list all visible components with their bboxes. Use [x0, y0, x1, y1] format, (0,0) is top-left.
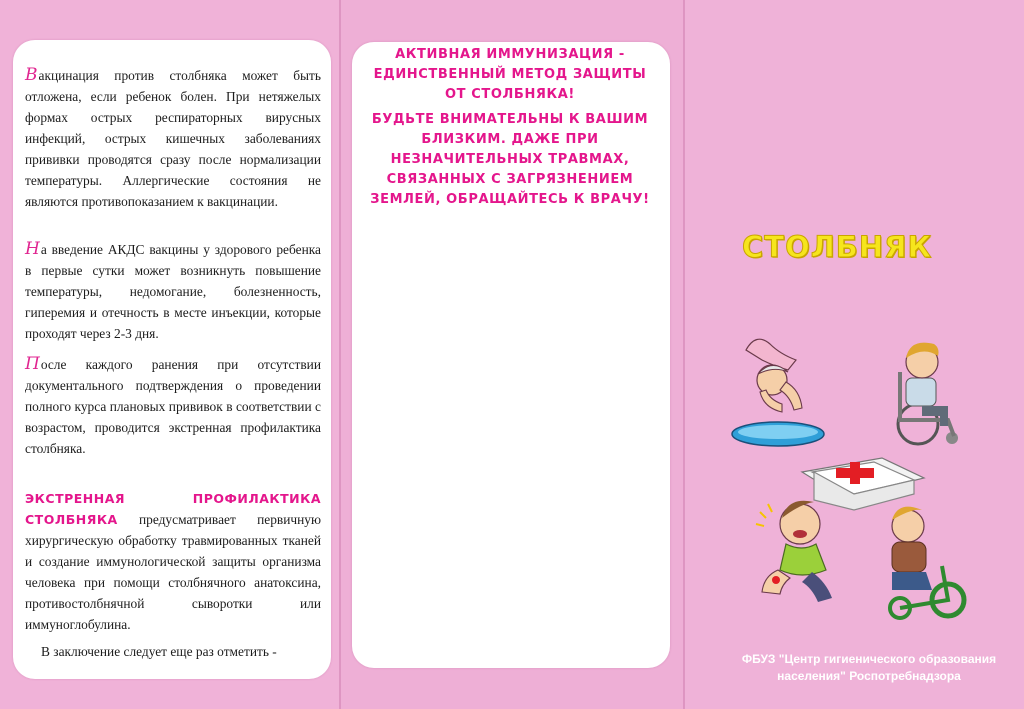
fold-line-left	[339, 0, 341, 709]
cover-title: СТОЛБНЯК	[742, 230, 933, 264]
organization-footer: ФБУЗ "Центр гигиенического образования населения" Роспотребнадзора	[741, 652, 997, 683]
emergency-heading: ЭКСТРЕННАЯ ПРОФИЛАКТИКА СТОЛБНЯКА	[25, 491, 321, 527]
drop-initial: П	[25, 354, 40, 374]
cover-illustration	[716, 322, 976, 622]
tricycle-child-icon	[890, 507, 964, 618]
paragraph-conclusion: В заключение следует еще раз отметить -	[41, 644, 277, 659]
wheelchair-child-icon	[898, 343, 958, 444]
paragraph-emergency-prophylaxis: ЭКСТРЕННАЯ ПРОФИЛАКТИКА СТОЛБНЯКА предусматривает первичную хирургическую обработку травмированных тканей и создание иммунологической защиты организма человека при помощи столбнячного анатоксина, противостолбнячной сыворотки или иммуноглобулина.	[25, 491, 321, 632]
drop-initial: Н	[25, 239, 40, 259]
warning-heading: БУДЬТЕ ВНИМАТЕЛЬНЫ К ВАШИМ БЛИЗКИМ. ДАЖЕ ПРИ НЕЗНАЧИТЕЛЬНЫХ ТРАВМАХ, СВЯЗАННЫХ С ЗАГРЯЗНЕНИЕМ ЗЕМЛЕЙ, ОБРАЩАЙТЕСЬ К ВРАЧУ!	[370, 112, 650, 207]
paragraph-after-injury: После каждого ранения при отсутствии документального подтверждения о проведении полного курса плановых прививок в соответствии с возрастом, проводится экстренная профилактика столбняка.	[25, 354, 321, 456]
paragraph-akds-reaction: На введение АКДС вакцины у здорового ребенка в первые сутки может возникнуть повышение температуры, недомогание, болезненность, гиперемия и отечность в месте инъекции, которые проходят через 2-3 дня.	[25, 239, 321, 341]
crying-injured-child-icon	[756, 501, 832, 602]
paragraph-vaccination-delay: Вакцинация против столбняка может быть отложена, если ребенок болен. При нетяжелых формах острых респираторных вирусных инфекций, острых кишечных заболеваниях прививки проводятся сразу после нормализации температуры. Аллергические состояния не являются противопоказанием к вакцинации.	[25, 65, 321, 209]
fold-line-right	[683, 0, 685, 709]
first-aid-kit-icon	[802, 458, 924, 510]
diving-child-icon	[732, 339, 824, 446]
immunization-heading: АКТИВНАЯ ИММУНИЗАЦИЯ - ЕДИНСТВЕННЫЙ МЕТОД ЗАЩИТЫ ОТ СТОЛБНЯКА!	[373, 47, 647, 102]
drop-initial: В	[25, 65, 38, 85]
